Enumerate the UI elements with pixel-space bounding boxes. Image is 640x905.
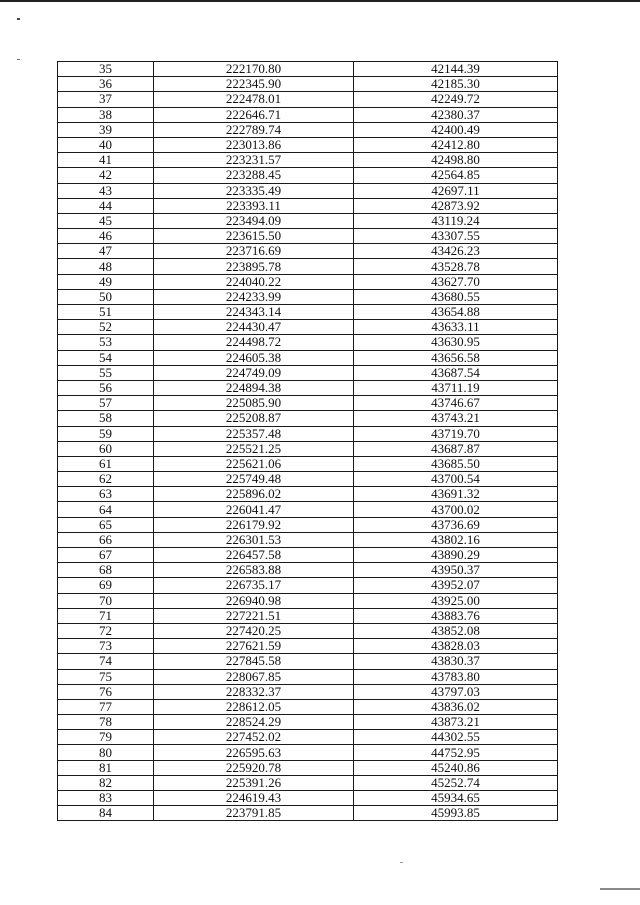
x-coordinate-cell: 228332.37 xyxy=(154,684,354,699)
x-coordinate-cell: 224894.38 xyxy=(154,380,354,395)
point-number-cell: 76 xyxy=(58,684,154,699)
table-row xyxy=(58,213,558,228)
table-row xyxy=(58,775,558,790)
table-row xyxy=(58,487,558,502)
y-coordinate-cell: 43950.37 xyxy=(354,563,558,578)
y-coordinate-cell: 43700.02 xyxy=(354,502,558,517)
point-number-cell: 36 xyxy=(58,77,154,92)
y-coordinate-cell: 43687.54 xyxy=(354,365,558,380)
x-coordinate-cell: 228612.05 xyxy=(154,699,354,714)
table-row xyxy=(58,305,558,320)
x-coordinate-cell: 225920.78 xyxy=(154,760,354,775)
table-row xyxy=(58,639,558,654)
y-coordinate-cell: 42249.72 xyxy=(354,92,558,107)
point-number-cell: 64 xyxy=(58,502,154,517)
point-number-cell: 75 xyxy=(58,669,154,684)
table-row xyxy=(58,563,558,578)
table-row xyxy=(58,456,558,471)
point-number-cell: 73 xyxy=(58,639,154,654)
table-row xyxy=(58,107,558,122)
x-coordinate-cell: 225749.48 xyxy=(154,472,354,487)
point-number-cell: 51 xyxy=(58,305,154,320)
x-coordinate-cell: 226041.47 xyxy=(154,502,354,517)
x-coordinate-cell: 223013.86 xyxy=(154,137,354,152)
y-coordinate-cell: 43883.76 xyxy=(354,608,558,623)
y-coordinate-cell: 43736.69 xyxy=(354,517,558,532)
x-coordinate-cell: 227845.58 xyxy=(154,654,354,669)
y-coordinate-cell: 43633.11 xyxy=(354,320,558,335)
page-edge-mark xyxy=(600,888,640,890)
table-row xyxy=(58,153,558,168)
point-number-cell: 80 xyxy=(58,745,154,760)
x-coordinate-cell: 222170.80 xyxy=(154,62,354,77)
table-row xyxy=(58,350,558,365)
table-row xyxy=(58,654,558,669)
table-row xyxy=(58,791,558,806)
table-row xyxy=(58,229,558,244)
x-coordinate-cell: 224498.72 xyxy=(154,335,354,350)
x-coordinate-cell: 226301.53 xyxy=(154,532,354,547)
point-number-cell: 61 xyxy=(58,456,154,471)
point-number-cell: 67 xyxy=(58,548,154,563)
y-coordinate-cell: 42400.49 xyxy=(354,122,558,137)
table-row xyxy=(58,669,558,684)
x-coordinate-cell: 223393.11 xyxy=(154,198,354,213)
point-number-cell: 71 xyxy=(58,608,154,623)
point-number-cell: 35 xyxy=(58,62,154,77)
x-coordinate-cell: 224749.09 xyxy=(154,365,354,380)
x-coordinate-cell: 222345.90 xyxy=(154,77,354,92)
table-row xyxy=(58,441,558,456)
table-row xyxy=(58,335,558,350)
x-coordinate-cell: 225521.25 xyxy=(154,441,354,456)
y-coordinate-cell: 43828.03 xyxy=(354,639,558,654)
point-number-cell: 43 xyxy=(58,183,154,198)
point-number-cell: 84 xyxy=(58,806,154,821)
x-coordinate-cell: 228524.29 xyxy=(154,715,354,730)
y-coordinate-cell: 43685.50 xyxy=(354,456,558,471)
table-row xyxy=(58,578,558,593)
table-row xyxy=(58,684,558,699)
y-coordinate-cell: 43656.58 xyxy=(354,350,558,365)
point-number-cell: 82 xyxy=(58,775,154,790)
point-number-cell: 58 xyxy=(58,411,154,426)
y-coordinate-cell: 43426.23 xyxy=(354,244,558,259)
table-row xyxy=(58,502,558,517)
point-number-cell: 56 xyxy=(58,380,154,395)
y-coordinate-cell: 45252.74 xyxy=(354,775,558,790)
point-number-cell: 50 xyxy=(58,289,154,304)
y-coordinate-cell: 43630.95 xyxy=(354,335,558,350)
point-number-cell: 39 xyxy=(58,122,154,137)
y-coordinate-cell: 45934.65 xyxy=(354,791,558,806)
x-coordinate-cell: 227621.59 xyxy=(154,639,354,654)
table-row xyxy=(58,289,558,304)
point-number-cell: 59 xyxy=(58,426,154,441)
x-coordinate-cell: 225208.87 xyxy=(154,411,354,426)
y-coordinate-cell: 43836.02 xyxy=(354,699,558,714)
x-coordinate-cell: 226595.63 xyxy=(154,745,354,760)
point-number-cell: 83 xyxy=(58,791,154,806)
point-number-cell: 60 xyxy=(58,441,154,456)
table-row xyxy=(58,320,558,335)
table-row xyxy=(58,198,558,213)
point-number-cell: 49 xyxy=(58,274,154,289)
x-coordinate-cell: 224343.14 xyxy=(154,305,354,320)
point-number-cell: 48 xyxy=(58,259,154,274)
table-row xyxy=(58,62,558,77)
y-coordinate-cell: 45240.86 xyxy=(354,760,558,775)
point-number-cell: 77 xyxy=(58,699,154,714)
coordinate-table-body xyxy=(58,62,558,821)
x-coordinate-cell: 225391.26 xyxy=(154,775,354,790)
point-number-cell: 55 xyxy=(58,365,154,380)
point-number-cell: 78 xyxy=(58,715,154,730)
y-coordinate-cell: 43925.00 xyxy=(354,593,558,608)
x-coordinate-cell: 225621.06 xyxy=(154,456,354,471)
point-number-cell: 54 xyxy=(58,350,154,365)
x-coordinate-cell: 226735.17 xyxy=(154,578,354,593)
table-row xyxy=(58,548,558,563)
y-coordinate-cell: 44752.95 xyxy=(354,745,558,760)
x-coordinate-cell: 227452.02 xyxy=(154,730,354,745)
point-number-cell: 45 xyxy=(58,213,154,228)
y-coordinate-cell: 42185.30 xyxy=(354,77,558,92)
x-coordinate-cell: 223895.78 xyxy=(154,259,354,274)
y-coordinate-cell: 43711.19 xyxy=(354,380,558,395)
point-number-cell: 81 xyxy=(58,760,154,775)
y-coordinate-cell: 43691.32 xyxy=(354,487,558,502)
x-coordinate-cell: 222789.74 xyxy=(154,122,354,137)
point-number-cell: 40 xyxy=(58,137,154,152)
y-coordinate-cell: 42498.80 xyxy=(354,153,558,168)
y-coordinate-cell: 45993.85 xyxy=(354,806,558,821)
x-coordinate-cell: 223791.85 xyxy=(154,806,354,821)
y-coordinate-cell: 43119.24 xyxy=(354,213,558,228)
table-row xyxy=(58,137,558,152)
y-coordinate-cell: 42564.85 xyxy=(354,168,558,183)
x-coordinate-cell: 222646.71 xyxy=(154,107,354,122)
y-coordinate-cell: 43307.55 xyxy=(354,229,558,244)
y-coordinate-cell: 42412.80 xyxy=(354,137,558,152)
x-coordinate-cell: 224040.22 xyxy=(154,274,354,289)
point-number-cell: 62 xyxy=(58,472,154,487)
x-coordinate-cell: 226457.58 xyxy=(154,548,354,563)
point-number-cell: 69 xyxy=(58,578,154,593)
y-coordinate-cell: 44302.55 xyxy=(354,730,558,745)
table-row xyxy=(58,396,558,411)
table-row xyxy=(58,472,558,487)
y-coordinate-cell: 43797.03 xyxy=(354,684,558,699)
page-top-rule xyxy=(0,0,640,2)
y-coordinate-cell: 43654.88 xyxy=(354,305,558,320)
y-coordinate-cell: 43719.70 xyxy=(354,426,558,441)
point-number-cell: 52 xyxy=(58,320,154,335)
x-coordinate-cell: 223288.45 xyxy=(154,168,354,183)
y-coordinate-cell: 42697.11 xyxy=(354,183,558,198)
table-row xyxy=(58,411,558,426)
y-coordinate-cell: 43746.67 xyxy=(354,396,558,411)
x-coordinate-cell: 222478.01 xyxy=(154,92,354,107)
point-number-cell: 72 xyxy=(58,623,154,638)
table-row xyxy=(58,168,558,183)
y-coordinate-cell: 42380.37 xyxy=(354,107,558,122)
point-number-cell: 46 xyxy=(58,229,154,244)
table-row xyxy=(58,426,558,441)
point-number-cell: 47 xyxy=(58,244,154,259)
y-coordinate-cell: 43802.16 xyxy=(354,532,558,547)
y-coordinate-cell: 43528.78 xyxy=(354,259,558,274)
y-coordinate-cell: 42144.39 xyxy=(354,62,558,77)
y-coordinate-cell: 43873.21 xyxy=(354,715,558,730)
table-row xyxy=(58,745,558,760)
x-coordinate-cell: 224233.99 xyxy=(154,289,354,304)
table-row xyxy=(58,699,558,714)
y-coordinate-cell: 42873.92 xyxy=(354,198,558,213)
x-coordinate-cell: 224430.47 xyxy=(154,320,354,335)
table-row xyxy=(58,806,558,821)
y-coordinate-cell: 43852.08 xyxy=(354,623,558,638)
x-coordinate-cell: 226940.98 xyxy=(154,593,354,608)
point-number-cell: 65 xyxy=(58,517,154,532)
table-row xyxy=(58,593,558,608)
table-row xyxy=(58,274,558,289)
table-row xyxy=(58,122,558,137)
x-coordinate-cell: 223716.69 xyxy=(154,244,354,259)
x-coordinate-cell: 225085.90 xyxy=(154,396,354,411)
x-coordinate-cell: 223615.50 xyxy=(154,229,354,244)
x-coordinate-cell: 223494.09 xyxy=(154,213,354,228)
x-coordinate-cell: 226179.92 xyxy=(154,517,354,532)
y-coordinate-cell: 43952.07 xyxy=(354,578,558,593)
y-coordinate-cell: 43890.29 xyxy=(354,548,558,563)
table-row xyxy=(58,730,558,745)
scan-speck xyxy=(400,862,403,863)
y-coordinate-cell: 43700.54 xyxy=(354,472,558,487)
point-number-cell: 37 xyxy=(58,92,154,107)
point-number-cell: 44 xyxy=(58,198,154,213)
x-coordinate-cell: 225357.48 xyxy=(154,426,354,441)
scan-speck xyxy=(17,59,20,60)
table-row xyxy=(58,517,558,532)
x-coordinate-cell: 224605.38 xyxy=(154,350,354,365)
y-coordinate-cell: 43743.21 xyxy=(354,411,558,426)
x-coordinate-cell: 225896.02 xyxy=(154,487,354,502)
point-number-cell: 66 xyxy=(58,532,154,547)
point-number-cell: 63 xyxy=(58,487,154,502)
y-coordinate-cell: 43830.37 xyxy=(354,654,558,669)
table-row xyxy=(58,608,558,623)
table-row xyxy=(58,244,558,259)
point-number-cell: 79 xyxy=(58,730,154,745)
x-coordinate-cell: 223231.57 xyxy=(154,153,354,168)
point-number-cell: 68 xyxy=(58,563,154,578)
point-number-cell: 53 xyxy=(58,335,154,350)
y-coordinate-cell: 43627.70 xyxy=(354,274,558,289)
x-coordinate-cell: 224619.43 xyxy=(154,791,354,806)
table-row xyxy=(58,77,558,92)
table-row xyxy=(58,760,558,775)
table-row xyxy=(58,365,558,380)
coordinate-table xyxy=(57,61,558,821)
point-number-cell: 41 xyxy=(58,153,154,168)
table-row xyxy=(58,259,558,274)
x-coordinate-cell: 228067.85 xyxy=(154,669,354,684)
table-row xyxy=(58,92,558,107)
x-coordinate-cell: 227420.25 xyxy=(154,623,354,638)
x-coordinate-cell: 226583.88 xyxy=(154,563,354,578)
point-number-cell: 57 xyxy=(58,396,154,411)
x-coordinate-cell: 227221.51 xyxy=(154,608,354,623)
point-number-cell: 70 xyxy=(58,593,154,608)
point-number-cell: 42 xyxy=(58,168,154,183)
y-coordinate-cell: 43687.87 xyxy=(354,441,558,456)
point-number-cell: 74 xyxy=(58,654,154,669)
table-row xyxy=(58,532,558,547)
table-row xyxy=(58,715,558,730)
table-row xyxy=(58,623,558,638)
x-coordinate-cell: 223335.49 xyxy=(154,183,354,198)
point-number-cell: 38 xyxy=(58,107,154,122)
table-row xyxy=(58,183,558,198)
y-coordinate-cell: 43783.80 xyxy=(354,669,558,684)
table-row xyxy=(58,380,558,395)
scan-speck xyxy=(17,18,20,20)
y-coordinate-cell: 43680.55 xyxy=(354,289,558,304)
